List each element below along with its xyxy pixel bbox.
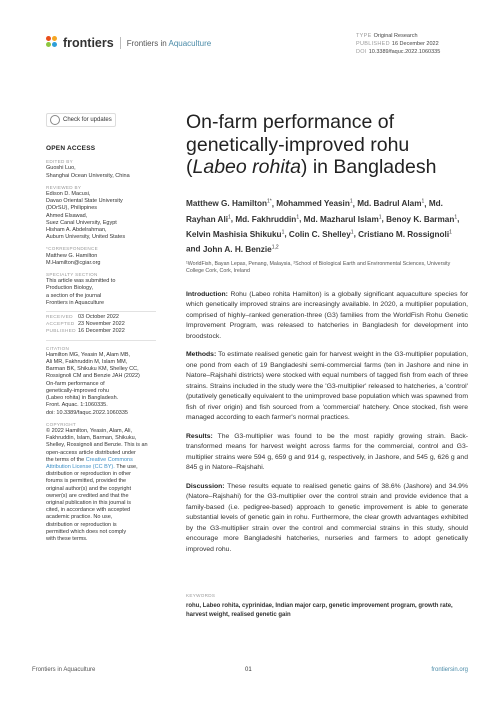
citation-line: Barman BK, Shikuku KM, Shelley CC,: [46, 366, 139, 373]
frontiers-logo-icon: [46, 36, 60, 50]
doi-value[interactable]: 10.3389/faquc.2022.1060335: [368, 49, 441, 56]
copyright-text: The use,: [114, 463, 138, 470]
article-main: [186, 111, 468, 563]
date-value: 16 December 2022: [78, 328, 125, 335]
author-list: Matthew G. Hamilton$^{1*}$, Mohammed Yeasin$^1$, Md. Badrul Alam$^1$, Md. Rayhan Ali$^1$, Md. Fakhruddin$^1$, Md. Mazharul Islam$^1$, Benoy K. Barman$^1$, Kelvin Mashisia Shikuku$^1$, Colin C. Shelley$^1$, Cristiano M. Rossignoli$^1$ and John A. H. Benzie$^{1,2}$: [186, 198, 460, 255]
copyright-label: COPYRIGHT: [46, 421, 77, 427]
citation-line: (Labeo rohita) in Bangladesh.: [46, 395, 119, 402]
citation-label: CITATION: [46, 345, 70, 351]
copyright-line: original publication in this journal is: [46, 499, 131, 506]
journal-accent: Aquaculture: [168, 38, 212, 48]
keywords-section: [186, 593, 468, 620]
footer-journal: Frontiers in Aquaculture: [32, 667, 96, 673]
author[interactable]: Colin C. Shelley$^1$: [288, 229, 354, 239]
copyright-line: Fakhruddin, Islam, Barman, Shikuku,: [46, 435, 137, 442]
citation-line[interactable]: doi: 10.3389/faquc.2022.1060335: [46, 409, 128, 416]
copyright-text: the terms of the: [46, 456, 85, 463]
journal-name[interactable]: [127, 39, 212, 48]
reviewer-line: Edison D. Macusi,: [46, 191, 91, 198]
reviewer-line: Hisham A. Abdelrahman,: [46, 227, 107, 234]
edited-by-line: Shanghai Ocean University, China: [46, 172, 130, 179]
published-label: PUBLISHED: [356, 41, 390, 48]
author[interactable]: Md. Badrul Alam$^1$: [357, 198, 425, 209]
citation-line: Ali MR, Fakhruddin M, Islam MM,: [46, 359, 128, 366]
logo-text: frontiers: [63, 36, 114, 50]
check-for-updates-button[interactable]: [46, 113, 116, 127]
frontiers-logo[interactable]: [46, 36, 211, 50]
author[interactable]: Benoy K. Barman$^1$: [386, 213, 458, 224]
refresh-icon: [50, 115, 60, 125]
edited-by-line: Guoshi Luo,: [46, 165, 76, 172]
published-value: 16 December 2022: [391, 41, 439, 48]
reviewer-line: Auburn University, United States: [46, 234, 126, 241]
divider: [46, 311, 156, 312]
type-value: Original Research: [373, 33, 418, 39]
received-row: [46, 314, 156, 321]
copyright-line: Shelley, Rossignoli and Benzie. This is an: [46, 442, 148, 449]
doi-label: DOI: [356, 49, 367, 56]
footer-site-link[interactable]: frontiersin.org: [431, 667, 468, 673]
reviewer-line: (DOrSU), Philippines: [46, 205, 98, 212]
published-row: [46, 328, 156, 335]
reviewer-line: Ahmed Elsawad,: [46, 212, 88, 219]
page-header: [46, 28, 466, 58]
page-number: 01: [245, 667, 252, 673]
reviewed-by-label: REVIEWED BY: [46, 184, 82, 190]
author[interactable]: Md. Fakhruddin$^1$: [235, 213, 300, 224]
title-species: Labeo rohita: [192, 156, 301, 178]
abstract-results: Results: The G3-multiplier was found to be the most rapidly growing strain. Back-transformed means for harvest weight across farms for the commercial, control and G3-multiplier strains were 594 g, 659 g and 914 g, respectively, in Jashore, and 545 g, 626 g and 845 g in Natore–Rajshahi.: [186, 432, 468, 472]
title-end: ) in Bangladesh: [300, 156, 437, 178]
sidebar: [46, 145, 156, 543]
reviewer-line: Davao Oriental State University: [46, 198, 123, 205]
header-divider: [120, 37, 121, 49]
copyright-line: with these terms.: [46, 535, 88, 542]
date-key: PUBLISHED: [46, 329, 76, 335]
copyright-line: forums is permitted, provided the: [46, 478, 127, 485]
copyright-line: [46, 464, 156, 471]
copyright-line: owner(s) are credited and that the: [46, 492, 129, 499]
date-key: RECEIVED: [46, 315, 73, 321]
specialty-line: a section of the journal: [46, 292, 102, 299]
article-meta: [356, 32, 440, 57]
article-title: [186, 111, 468, 179]
reviewer-line: Suez Canal University, Egypt: [46, 219, 117, 226]
abstract-introduction: Introduction: Rohu (Labeo rohita Hamilton) is a globally significant aquaculture species for which genetically improved strains are increasingly available. In 2020, a multiplier population, comprised of highly–ranked generation-three (G3) families from the WorldFish Rohu Genetic Improvement Program, was released to hatcheries in Bangladesh for development into broodstock.: [186, 290, 468, 340]
author[interactable]: Matthew G. Hamilton$^{1*}$: [186, 198, 272, 209]
author[interactable]: John A. H. Benzie$^{1,2}$: [202, 244, 279, 255]
author[interactable]: Mohammed Yeasin$^1$: [276, 198, 353, 209]
author[interactable]: Md. Mazharul Islam$^1$: [303, 213, 382, 224]
copyright-line: academic practice. No use,: [46, 514, 113, 521]
citation-line: On-farm performance of: [46, 380, 105, 387]
citation-line: Hamilton MG, Yeasin M, Alam MB,: [46, 351, 131, 358]
cc-by-license-link[interactable]: Attribution License (CC BY).: [46, 463, 115, 470]
abstract-methods: Methods: To estimate realised genetic gain for harvest weight in the G3-multiplier population, one pond from each of 19 Bangladeshi semi-commercial farms (ten in Jashore and nine in Natore–Rajshahi districts) were stocked with equal numbers of tagged fish from each of three strains. Strains included in the study were the 'G3-multiplier' released to hatcheries, a 'control' (putatively genetically equivalent to the unimproved base population which was spawned from fish of river origin) and fish sourced from a 'commercial' hatchery. Once stocked, fish were managed according to each farmer's normal practices.: [186, 351, 468, 422]
abstract: [186, 290, 468, 556]
accepted-row: [46, 321, 156, 328]
journal-prefix: Frontiers in: [126, 38, 167, 48]
open-access-label: OPEN ACCESS: [46, 145, 96, 152]
correspondence-email[interactable]: M.Hamilton@cgiar.org: [46, 259, 101, 266]
affiliations: ¹WorldFish, Bayan Lepas, Penang, Malaysia, ²School of Biological Earth and Environmental Sciences, University College Cork, Cork, Ireland: [186, 260, 451, 274]
copyright-line: permitted which does not comply: [46, 528, 127, 535]
title-line: On-farm performance of: [186, 111, 395, 133]
date-value: 23 November 2022: [78, 321, 125, 328]
copyright-line: © 2022 Hamilton, Yeasin, Alam, Ali,: [46, 427, 132, 434]
keywords-label: KEYWORDS: [186, 593, 216, 598]
correspondence-label: *CORRESPONDENCE: [46, 246, 98, 252]
abstract-discussion: Discussion: These results equate to realised genetic gains of 38.6% (Jashore) and 34.9% (Natore–Rajshahi) for the G3-multiplier over the control strain and provide evidence that a family-based (i.e. pedigree-based) approach to genetic improvement is able to generate substantial levels of genetic gain in rohu. Furthermore, the clear growth advantages exhibited by the G3-multiplier strain over the control and commercial strains in this study, should encourage more Bangladeshi hatcheries, nurseries and farmers to adopt genetically improved rohu.: [186, 482, 468, 553]
copyright-line: distribution or reproduction in other: [46, 471, 131, 478]
author[interactable]: Cristiano M. Rossignoli$^1$: [358, 229, 452, 239]
date-value: 03 October 2022: [78, 314, 119, 321]
author[interactable]: Md. Rayhan Ali$^1$: [186, 199, 443, 224]
check-for-updates-label: Check for updates: [63, 117, 112, 123]
citation-line: Front. Aquac. 1:1060335.: [46, 402, 108, 409]
copyright-line: cited, in accordance with accepted: [46, 507, 131, 514]
copyright-line: distribution or reproduction is: [46, 521, 117, 528]
copyright-line: original author(s) and the copyright: [46, 485, 131, 492]
citation-line: genetically-improved rohu: [46, 387, 109, 394]
date-key: ACCEPTED: [46, 322, 75, 328]
specialty-line: Frontiers in Aquaculture: [46, 299, 105, 306]
specialty-line: Production Biology,: [46, 285, 93, 292]
keywords-text: rohu, Labeo rohita, cyprinidae, Indian major carp, genetic improvement program, growth rate, harvest weight, realised genetic gain: [186, 603, 453, 618]
citation-line: Rossignoli CM and Benzie JAH (2022): [46, 373, 140, 380]
edited-by-label: EDITED BY: [46, 159, 73, 165]
divider: [46, 340, 156, 341]
specialty-label: SPECIALTY SECTION: [46, 272, 98, 278]
title-paren: (: [186, 156, 193, 178]
correspondence-name: Matthew G. Hamilton: [46, 252, 98, 259]
specialty-line: This article was submitted to: [46, 278, 116, 285]
author[interactable]: Kelvin Mashisia Shikuku$^1$: [186, 229, 285, 239]
copyright-line: [46, 457, 156, 464]
creative-commons-link[interactable]: Creative Commons: [85, 456, 133, 463]
copyright-line: open-access article distributed under: [46, 449, 136, 456]
type-label: TYPE: [356, 33, 372, 39]
title-line: genetically-improved rohu: [186, 133, 410, 156]
